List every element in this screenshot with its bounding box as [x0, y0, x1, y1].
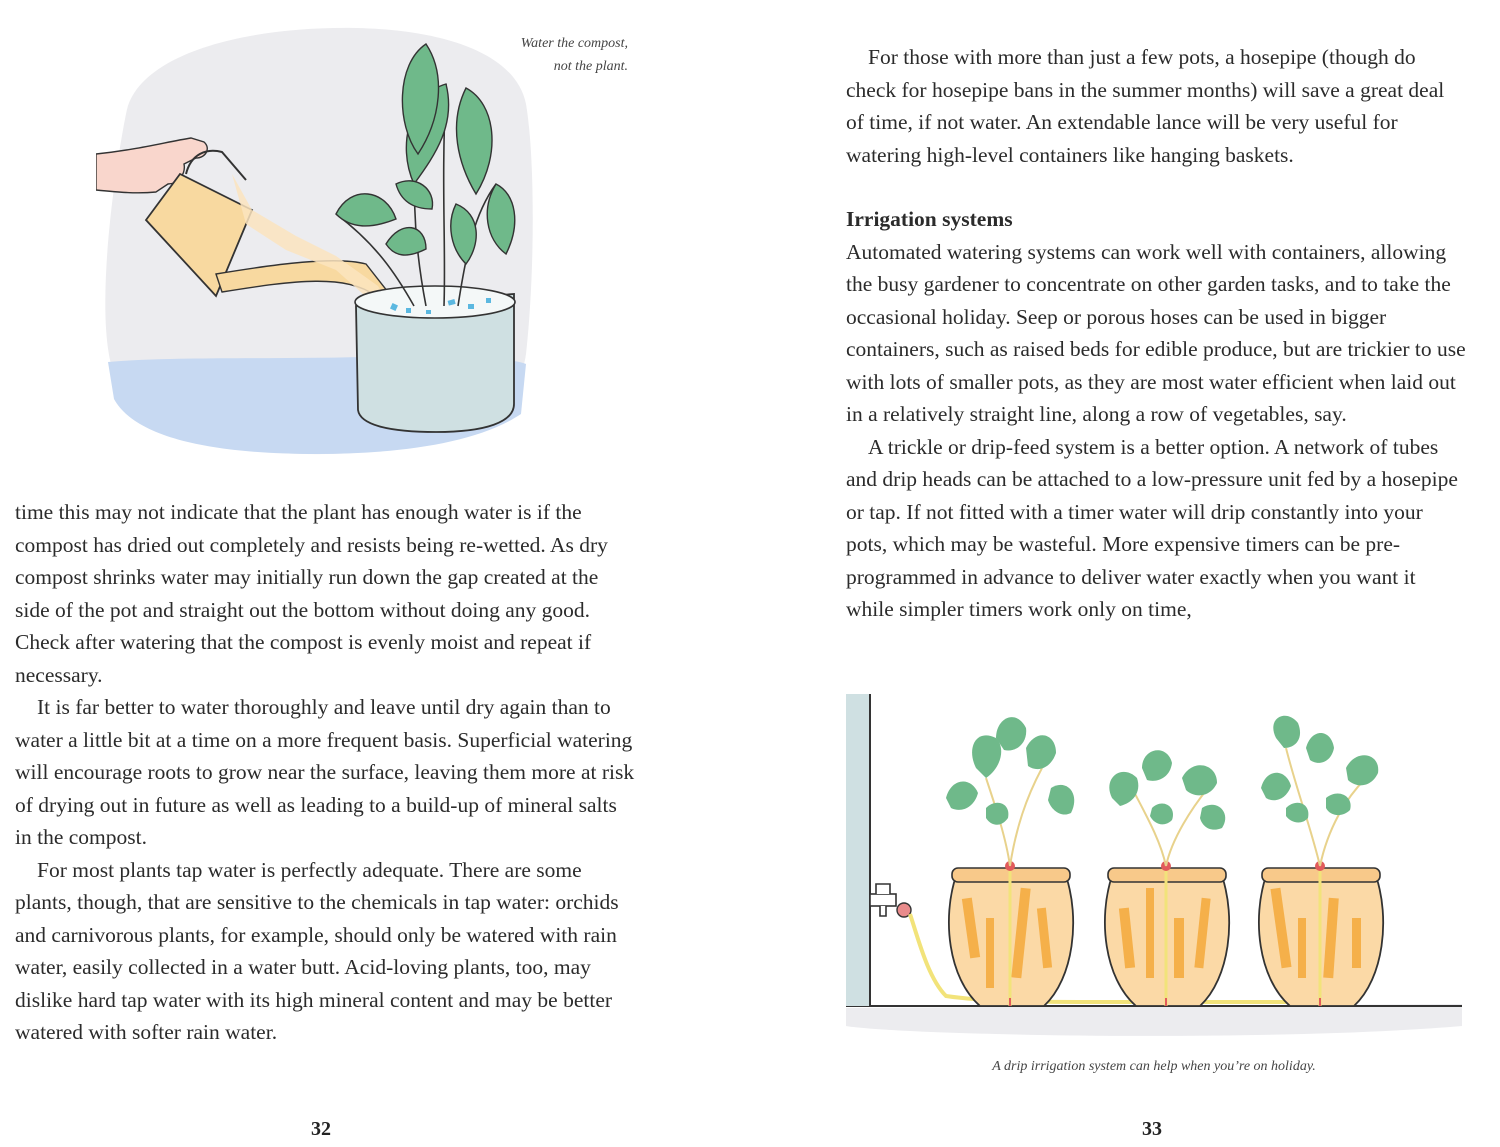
right-page	[750, 0, 1500, 1147]
paragraph: time this may not indicate that the plant has enough water is if the compost has dried out completely and resists being re-wetted. As dry compost shrinks water may initially run down the gap created at the side of the pot and straight out the bottom without doing any good. Check after watering that the compost is evenly moist and repeat if necessary.	[15, 500, 608, 687]
illustration-caption	[428, 32, 628, 78]
caption-line-1: Water the compost,	[520, 36, 628, 51]
paragraph: A trickle or drip-feed system is a better option. A network of tubes and drip heads can be attached to a low-pressure unit fed by a hosepipe or tap. If not fitted with a timer water will drip constantly into your pots, which may be wasteful. More expensive timers can be pre-programmed in advance to deliver water exactly when you want it while simpler timers work only on time,	[846, 434, 1458, 621]
illustration-caption: A drip irrigation system can help when you’re on holiday.	[992, 1059, 1316, 1074]
caption-line-2: not the plant.	[553, 59, 628, 74]
paragraph: Automated watering systems can work well with containers, allowing the busy gardener to concentrate on other garden tasks, and to take the occasional holiday. Seep or porous hoses can be used in bigger containers, such as raised beds for edible produce, but are trickier to use with lots of smaller pots, as they are most water efficient when laid out in a relatively straight line, along a row of vegetables, say.	[846, 239, 1466, 426]
left-body-text	[15, 496, 635, 1049]
right-body-text	[846, 41, 1466, 626]
paragraph: For most plants tap water is perfectly adequate. There are some plants, though, that are sensitive to the chemicals in tap water: orchids and carnivorous plants, for example, should only be watered with rain water, easily collected in a water butt. Acid-loving plants, too, may dislike hard tap water with its high mineral content and may be better watered with softer rain water.	[15, 857, 619, 1044]
page-number: 33	[1142, 1118, 1162, 1140]
section-heading: Irrigation systems	[846, 207, 1013, 231]
pot-group	[946, 716, 1383, 1006]
paragraph: It is far better to water thoroughly and leave until dry again than to water a little bit at a time on a more frequent basis. Superficial watering will encourage roots to grow near the surface, leaving them more at risk of drying out in future as well as leading to a build-up of mineral salts in the compost.	[15, 695, 635, 849]
page-number: 32	[311, 1118, 331, 1140]
paragraph: For those with more than just a few pots, a hosepipe (though do check for hosepipe bans in the summer months) will save a great deal of time, if not water. An extendable lance will be very useful for watering high-level containers like hanging baskets.	[846, 45, 1445, 167]
drip-irrigation-illustration	[846, 688, 1462, 1040]
watering-can-illustration	[96, 24, 536, 456]
